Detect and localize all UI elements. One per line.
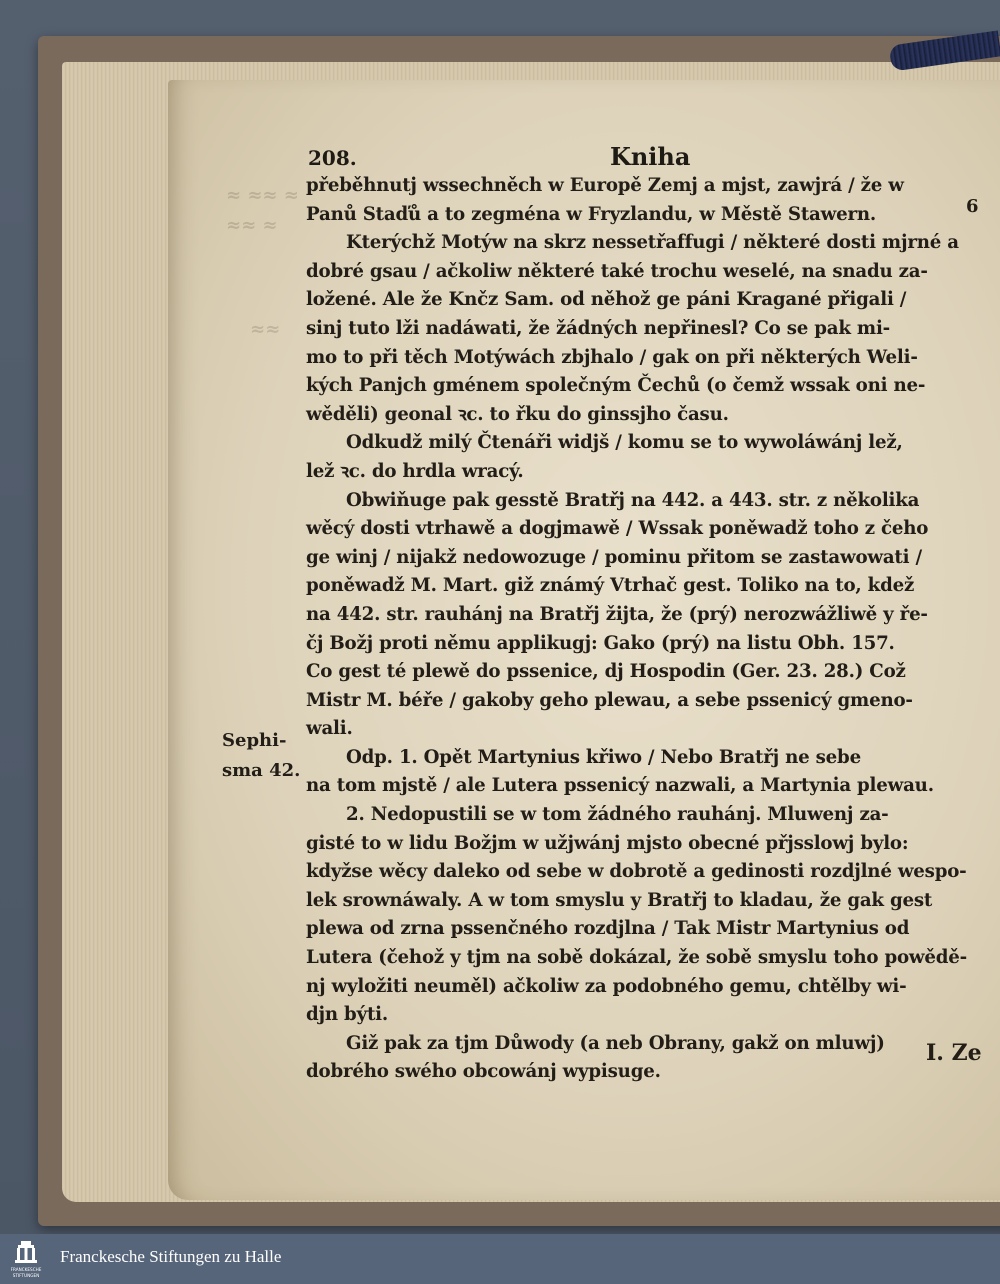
- page-header: [300, 142, 960, 172]
- institution-logo-icon: [6, 1238, 46, 1280]
- text-line: ložené. Ale že Knčz Sam. od něhož ge páni Kragané přigali /: [306, 289, 907, 311]
- text-line: na tom mjstě / ale Lutera pssenicý nazwali, a Martynia plewau.: [306, 775, 934, 797]
- text-line: gisté to w lidu Božjm w užjwánj mjsto obecné přjsslowj bylo:: [306, 832, 909, 854]
- text-line: Lutera (čehož y tjm na sobě dokázal, že sobě smyslu toho powědě-: [306, 947, 967, 969]
- text-line: wěcý dosti vtrhawě a dogjmawě / Wssak poněwadž toho z čeho: [306, 518, 929, 540]
- side-mark: 6: [966, 196, 979, 217]
- text-line: Panů Staďů a to zegména w Fryzlandu, w Městě Stawern.: [306, 203, 876, 225]
- catchword: I. Ze: [926, 1040, 982, 1066]
- margin-note-line: sma 42.: [222, 760, 301, 781]
- text-line: na 442. str. rauhánj na Bratřj žijta, že (prý) nerozwážliwě y ře-: [306, 603, 928, 625]
- page-text: [306, 172, 967, 1087]
- text-line: Mistr M. béře / gakoby geho plewau, a sebe pssenicý gmeno-: [306, 689, 913, 711]
- text-line: přeběhnutj wssechněch w Europě Zemj a mjst, zawjrá / že w: [306, 175, 904, 196]
- text-line: wali.: [306, 718, 353, 740]
- bleed-through-text: ≈≈ ≈: [226, 215, 278, 236]
- text-line: lež ꝛc. do hrdla wracý.: [306, 460, 524, 482]
- text-line: čj Božj proti němu applikugj: Gako (prý) na listu Obh. 157.: [306, 632, 895, 654]
- running-head: Kniha: [610, 142, 691, 171]
- text-line: ge winj / nijakž nedowozuge / pominu přitom se zastawowati /: [306, 546, 922, 568]
- svg-text:FRANCKESCHE: FRANCKESCHE: [10, 1267, 42, 1272]
- text-line: Co gest té plewě do pssenice, dj Hospodin (Ger. 23. 28.) Což: [306, 661, 906, 683]
- text-line: lek srownáwaly. A w tom smyslu y Bratřj to kladau, že gak gest: [306, 889, 933, 911]
- bleed-through-text: ≈≈: [250, 319, 281, 340]
- text-line: Giž pak za tjm Důwody (a neb Obrany, gakž on mluwj): [346, 1032, 885, 1054]
- bleed-through-text: ≈ ≈≈ ≈: [226, 185, 299, 206]
- text-line: djn býti.: [306, 1004, 388, 1026]
- text-line: nj wyložiti neuměl) ačkoliw za podobného gemu, chtělby wi-: [306, 975, 907, 997]
- text-line: sinj tuto lži nadáwati, že žádných nepřinesl? Co se pak mi-: [306, 317, 891, 339]
- page-number: 208.: [308, 146, 357, 170]
- margin-note: [222, 726, 300, 786]
- footer-bar: [0, 1234, 1000, 1284]
- text-line: Odp. 1. Opět Martynius křiwo / Nebo Bratřj ne sebe: [346, 746, 861, 768]
- text-line: Kterýchž Motýw na skrz nessetřaffugi / některé dosti mjrné a: [346, 232, 959, 254]
- text-line: 2. Nedopustili se w tom žádného rauhánj. Mluwenj za-: [346, 804, 889, 826]
- text-line: Odkudž milý Čtenáři widjš / komu se to wywoláwánj lež,: [346, 432, 903, 454]
- text-line: dobrého swého obcowánj wypisuge.: [306, 1061, 661, 1083]
- text-line: wěděli) geonal ꝛc. to řku do ginssjho času.: [306, 403, 729, 425]
- text-line: dobré gsau / ačkoliw některé také trochu weselé, na snadu za-: [306, 260, 928, 282]
- text-line: mo to při těch Motýwách zbjhalo / gak on při některých Weli-: [306, 346, 918, 368]
- text-line: kdyžse wěcy daleko od sebe w dobrotě a gedinosti rozdjlné wespo-: [306, 861, 967, 883]
- text-line: poněwadž M. Mart. giž známý Vtrhač gest. Toliko na to, kdež: [306, 575, 915, 597]
- text-line: kých Panjch gménem společným Čechů (o čemž wssak oni ne-: [306, 375, 926, 397]
- text-line: plewa od zrna pssenčného rozdjlna / Tak Mistr Martynius od: [306, 918, 910, 940]
- svg-text:STIFTUNGEN: STIFTUNGEN: [12, 1273, 40, 1278]
- margin-note-line: Sephi-: [222, 730, 287, 751]
- text-line: Obwiňuge pak gesstě Bratřj na 442. a 443. str. z několika: [346, 489, 920, 511]
- institution-name: Franckesche Stiftungen zu Halle: [60, 1247, 282, 1266]
